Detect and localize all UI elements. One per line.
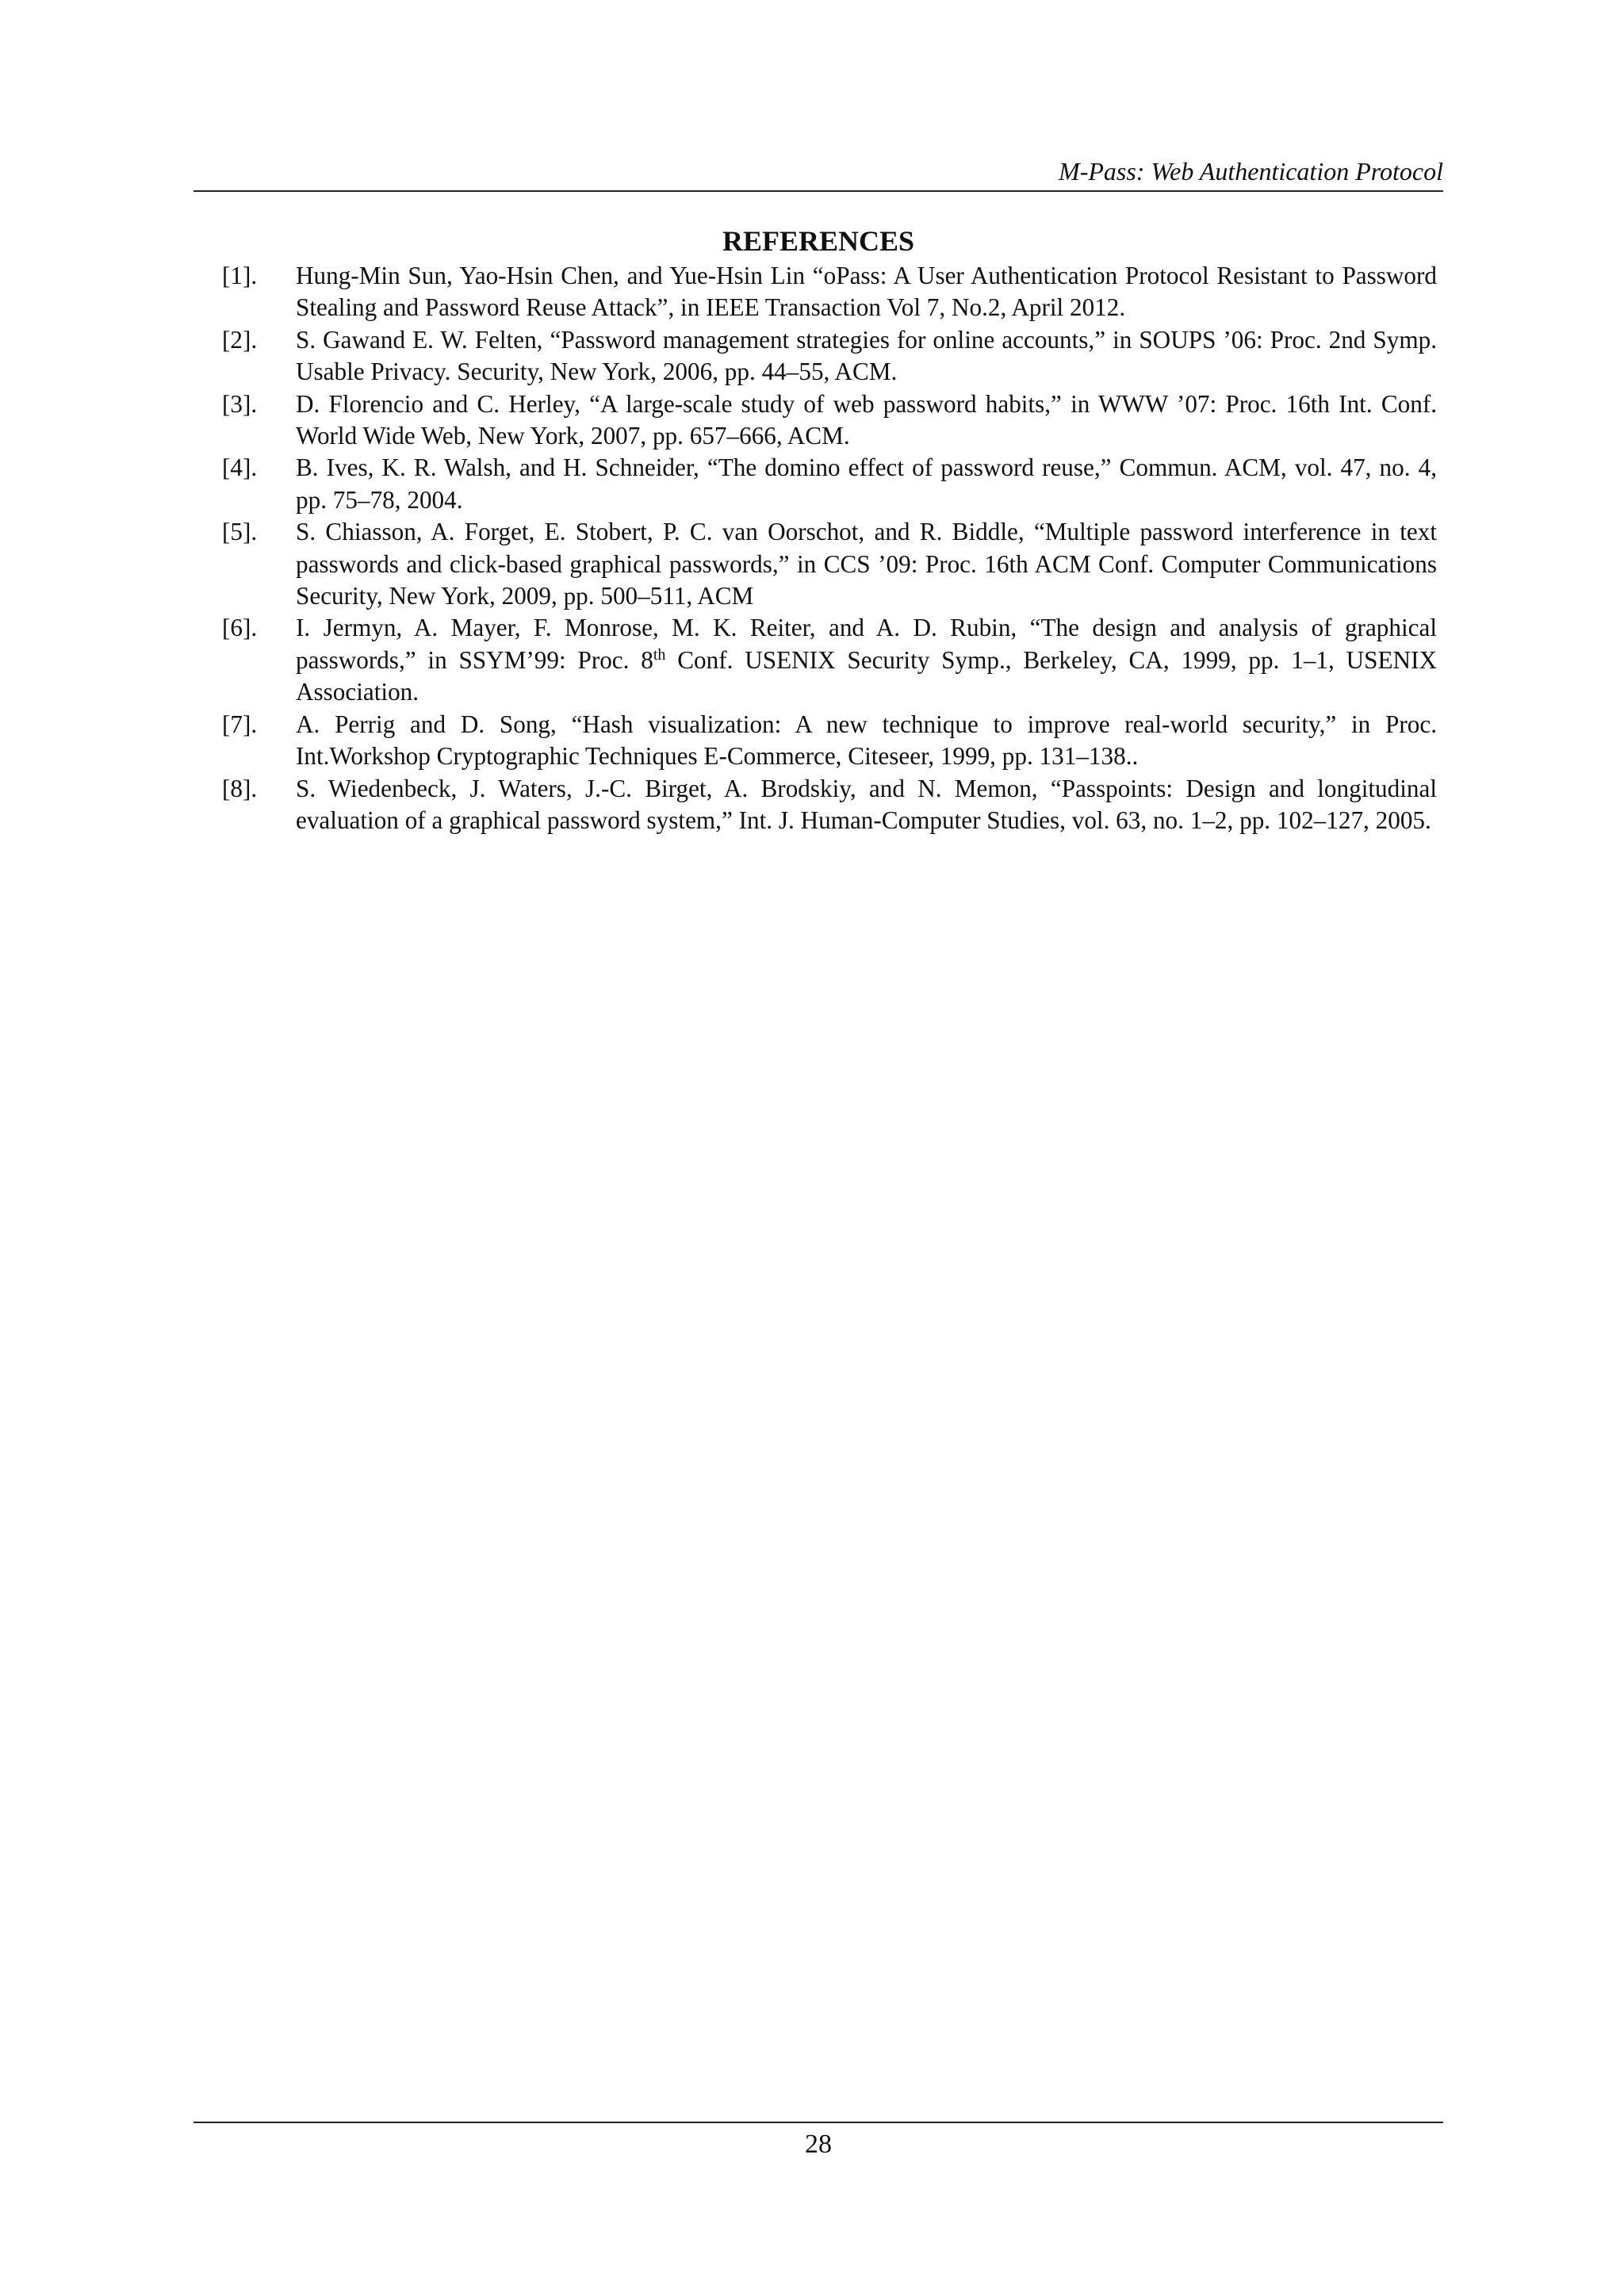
reference-item-7 [193,709,1437,773]
reference-item-4 [193,452,1437,516]
reference-number: [6]. [222,614,258,642]
reference-item-5 [193,516,1437,612]
ordinal-superscript: th [653,645,666,664]
reference-number: [3]. [222,389,258,418]
page-number: 28 [805,2130,832,2159]
reference-item-3 [193,388,1437,453]
reference-number: [2]. [222,325,258,354]
reference-number: [1]. [222,262,258,289]
reference-text: B. Ives, K. R. Walsh, and H. Schneider, “The domino effect of password reuse,” Commun. ACM, vol. 47, no. 4, pp. 75–78, 2004. [296,453,1437,514]
footer-divider [193,2122,1443,2123]
references-heading: REFERENCES [722,225,915,257]
reference-item-8 [193,773,1437,837]
reference-number: [7]. [222,710,258,738]
reference-text: D. Florencio and C. Herley, “A large-scale study of web password habits,” in WWW ’07: Proc. 16th Int. Conf. World Wide Web, New York, 2007, pp. 657–666, ACM. [296,389,1437,450]
reference-number: [4]. [222,453,258,482]
reference-item-1 [193,260,1437,324]
reference-item-6 [193,612,1437,708]
reference-text: S. Wiedenbeck, J. Waters, J.-C. Birget, A. Brodskiy, and N. Memon, “Passpoints: Design and longitudinal evaluation of a graphical password system,” Int. J. Human-Computer Studies, vol. 63, no. 1–2, pp. 102–127, 2005. [296,774,1437,834]
reference-text-part: Conf. USENIX Security Symp., Berkeley, CA, 1999, pp. 1–1, USENIX Association. [296,645,1437,706]
reference-text-part: I. Jermyn, A. Mayer, F. Monrose, M. K. Reiter, and A. D. Rubin, “The design and analysis of graphical passwords,” in SSYM’99: Proc. 8 [296,614,1437,674]
running-header-title: M-Pass: Web Authentication Protocol [1059,157,1443,186]
reference-text: S. Chiasson, A. Forget, E. Stobert, P. C. van Oorschot, and R. Biddle, “Multiple password interference in text passwords and click-based graphical passwords,” in CCS ’09: Proc. 16th ACM Conf. Computer Communications Security, New York, 2009, pp. 500–511, ACM [296,518,1437,610]
reference-text: Hung-Min Sun, Yao-Hsin Chen, and Yue-Hsin Lin “oPass: A User Authentication Protocol Resistant to Password Stealing and Password Reuse Attack”, in IEEE Transaction Vol 7, No.2, April 2012. [296,262,1437,322]
reference-number: [5]. [222,518,258,546]
reference-text: S. Gawand E. W. Felten, “Password management strategies for online accounts,” in SOUPS ’06: Proc. 2nd Symp. Usable Privacy. Security, New York, 2006, pp. 44–55, ACM. [296,325,1437,386]
reference-item-2 [193,324,1437,388]
header-divider [193,190,1443,192]
reference-number: [8]. [222,774,258,802]
reference-text: A. Perrig and D. Song, “Hash visualization: A new technique to improve real-world security,” in Proc. Int.Workshop Cryptographic Techniques E-Commerce, Citeseer, 1999, pp. 131–138.. [296,710,1437,771]
reference-text [296,612,1437,708]
reference-list [193,260,1437,836]
